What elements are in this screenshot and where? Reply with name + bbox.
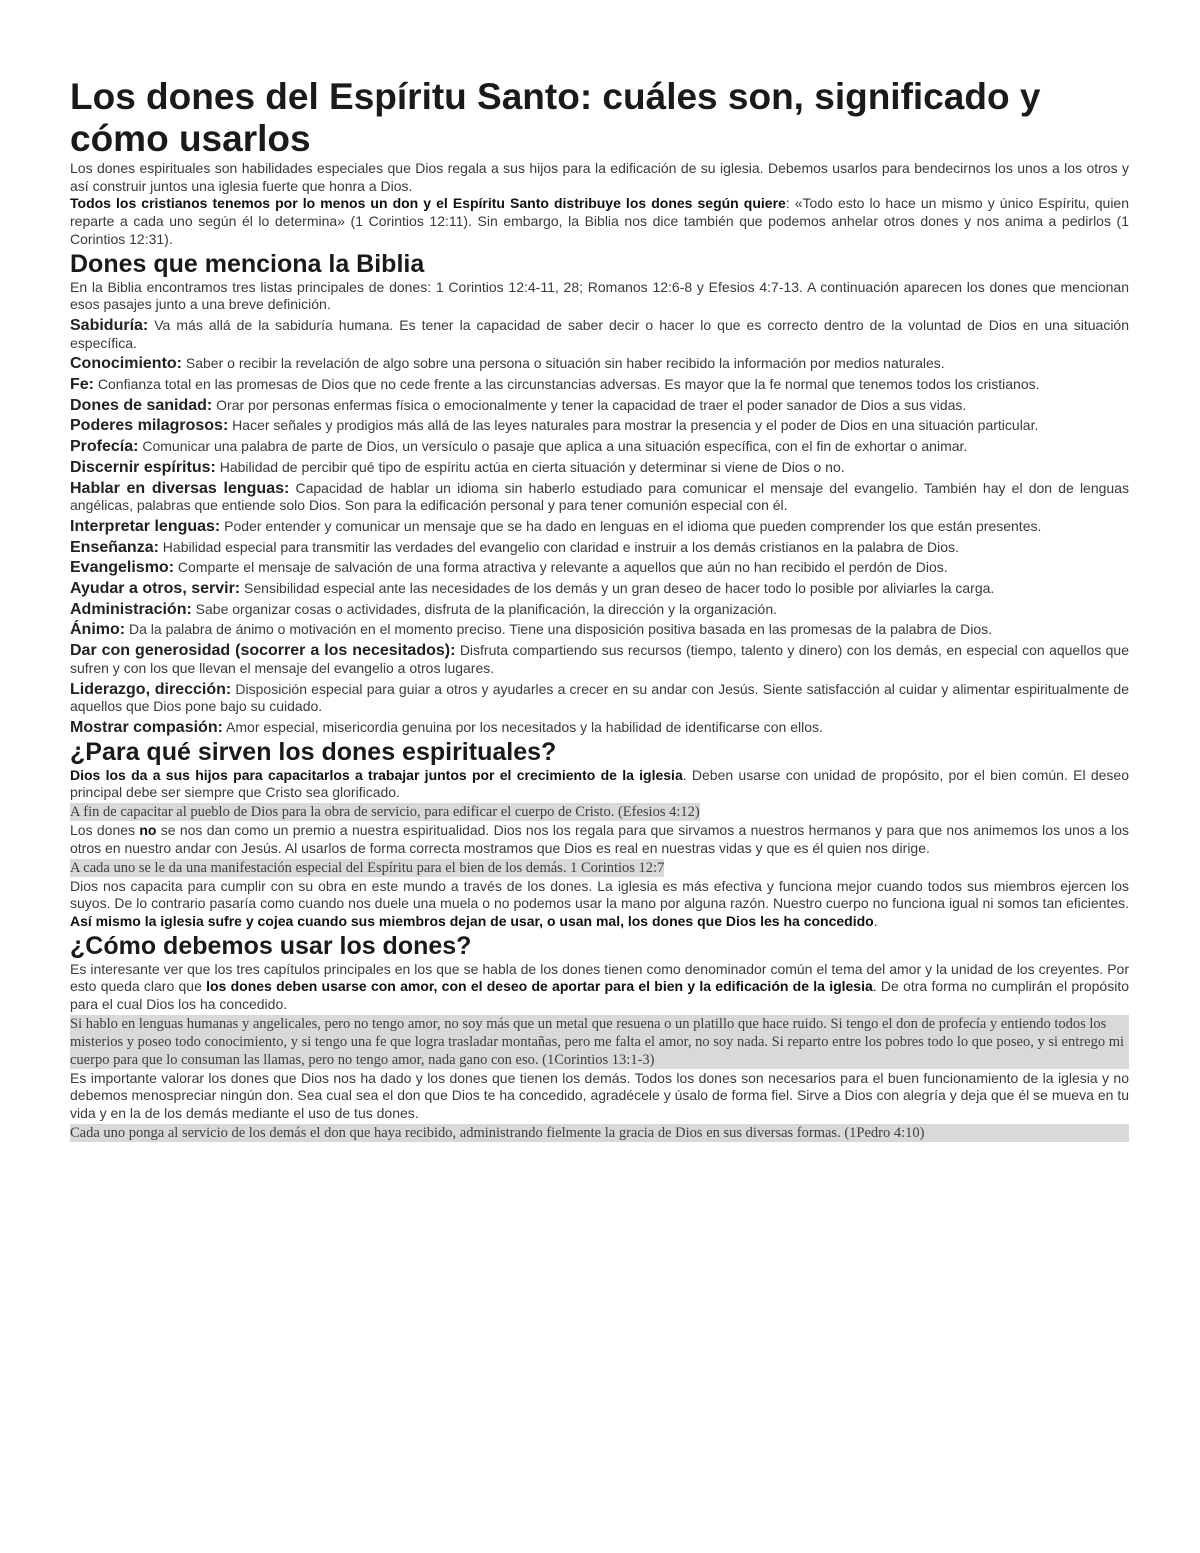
gift-name: Liderazgo, dirección: <box>70 680 232 698</box>
como-usar-paragraph-2: Es importante valorar los dones que Dios nos ha dado y los dones que tienen los demás. Todos los dones son necesarios para el buen funcionamiento de la iglesia y no debemos menospreciar ningún don. Sea cual sea el don que Dios te ha concedido, agradécele y úsalo de forma fiel. Sirve a Dios con alegría y deja que él se mueva en tu vida y en la de los demás mediante el uso de tus dones. <box>70 1069 1129 1122</box>
gift-name: Profecía: <box>70 438 139 456</box>
gift-name: Poderes milagrosos: <box>70 417 229 435</box>
gift-item <box>70 459 1129 477</box>
section-heading-como-usar: ¿Cómo debemos usar los dones? <box>70 931 472 960</box>
gift-description: Disposición especial para guiar a otros y ayudarles a crecer en su andar con Jesús. Siente satisfacción al cuidar y alimentar espiritualmente de aquellos que Dios pone bajo su cuidado. <box>70 680 1129 715</box>
gift-name: Discernir espíritus: <box>70 458 216 476</box>
para-que-text: . Deben usarse con unidad de propósito, por el bien común. El deseo principal debe ser siempre que Cristo sea glorificado. <box>70 766 1129 801</box>
como-usar-text: Es interesante ver que los tres capítulos principales en los que se habla de los dones tienen como denominador común el tema del amor y la unidad de los creyentes. Por esto queda claro que <box>70 960 1129 995</box>
gift-name: Mostrar compasión: <box>70 718 223 736</box>
intro-bold-text: Todos los cristianos tenemos por lo menos un don y el Espíritu Santo distribuye los dones según quiere <box>70 195 786 212</box>
gift-description: Capacidad de hablar un idioma sin haberlo estudiado para comunicar el mensaje del evangelio. También hay el don de lenguas angélicas, palabras que entiende solo Dios. Son para la edificación personal y para tener comunión especial con él. <box>70 479 1129 514</box>
gift-item <box>70 438 1129 456</box>
para-que-bold-text: Dios los da a sus hijos para capacitarlos a trabajar juntos por el crecimiento de la iglesia <box>70 766 683 783</box>
bible-quote-pedro: Cada uno ponga al servicio de los demás el don que haya recibido, administrando fielmente la gracia de Dios en sus diversas formas. (1Pedro 4:10) <box>70 1124 1129 1142</box>
gift-list <box>70 317 1129 737</box>
gift-name: Fe: <box>70 376 94 394</box>
gift-description: Confianza total en las promesas de Dios que no cede frente a las circunstancias adversas. Es mayor que la fe normal que tenemos todos los cristianos. <box>94 376 1040 393</box>
gift-name: Ánimo: <box>70 621 126 639</box>
gift-name: Enseñanza: <box>70 538 159 556</box>
gift-item <box>70 417 1129 435</box>
bible-quote-efesios: A fin de capacitar al pueblo de Dios para la obra de servicio, para edificar el cuerpo de Cristo. (Efesios 4:12) <box>70 804 700 821</box>
gift-item <box>70 681 1129 716</box>
como-usar-text: . De otra forma no cumplirán el propósito para el cual Dios los ha concedido. <box>70 978 1129 1013</box>
quote-row <box>70 858 1129 878</box>
gift-item <box>70 642 1129 677</box>
document-page <box>70 70 1129 1143</box>
gift-name: Conocimiento: <box>70 355 182 373</box>
quote-row <box>70 802 1129 822</box>
para-que-bold-text: Así mismo la iglesia sufre y cojea cuando sus miembros dejan de usar, o usan mal, los dones que Dios les ha concedido <box>70 912 874 929</box>
gift-item <box>70 580 1129 598</box>
gift-description: Poder entender y comunicar un mensaje que se ha dado en lenguas en el idioma que pueden comprender los que están presentes. <box>220 517 1042 534</box>
gift-description: Habilidad especial para transmitir las verdades del evangelio con claridad e instruir a los demás cristianos en la palabra de Dios. <box>158 538 959 555</box>
gift-name: Interpretar lenguas: <box>70 517 221 535</box>
gift-name: Hablar en diversas lenguas: <box>70 479 290 497</box>
para-que-text: . <box>873 912 878 929</box>
gift-description: Sensibilidad especial ante las necesidades de los demás y un gran deseo de hacer todo lo posible por aliviarles la carga. <box>240 580 995 597</box>
gift-item <box>70 539 1129 557</box>
para-que-paragraph-2 <box>70 822 1129 857</box>
gift-item <box>70 559 1129 577</box>
para-que-bold-text: no <box>139 822 157 839</box>
gift-description: Va más allá de la sabiduría humana. Es tener la capacidad de saber decir o hacer lo que es correcto dentro de la voluntad de Dios en una situación específica. <box>70 316 1129 351</box>
gift-item <box>70 376 1129 394</box>
gift-item <box>70 355 1129 373</box>
para-que-text: se nos dan como un premio a nuestra espiritualidad. Dios nos los regala para que sirvamos a nuestros hermanos y para que nos animemos los unos a los otros en nuestro andar con Jesús. Al usarlos de forma correcta mostramos que Dios es real en nuestras vidas y que es él quien nos dirige. <box>70 822 1130 856</box>
section-heading-para-que: ¿Para qué sirven los dones espirituales? <box>70 737 557 766</box>
gift-description: Da la palabra de ánimo o motivación en el momento preciso. Tiene una disposición positiva basada en las promesas de la palabra de Dios. <box>125 621 993 638</box>
gift-name: Evangelismo: <box>70 559 175 577</box>
gift-item <box>70 518 1129 536</box>
gift-item <box>70 621 1129 639</box>
gift-name: Dones de sanidad: <box>70 396 213 414</box>
para-que-paragraph-1 <box>70 767 1129 802</box>
gift-description: Habilidad de percibir qué tipo de espíritu actúa en cierta situación y determinar si viene de Dios o no. <box>215 458 845 475</box>
page-title: Los dones del Espíritu Santo: cuáles son, significado y cómo usarlos <box>70 76 1041 159</box>
para-que-text: Los dones <box>70 822 140 839</box>
para-que-paragraph-3 <box>70 878 1129 931</box>
gift-description: Amor especial, misericordia genuina por los necesitados y la habilidad de identificarse con ellos. <box>222 718 823 735</box>
gift-item <box>70 317 1129 352</box>
gift-item <box>70 719 1129 737</box>
gift-name: Ayudar a otros, servir: <box>70 580 241 598</box>
gift-description: Disfruta compartiendo sus recursos (tiempo, talento y dinero) con los demás, en especial con aquellos que sufren y con los que llevan el mensaje del evangelio a otros lugares. <box>70 642 1129 676</box>
gift-description: Saber o recibir la revelación de algo sobre una persona o situación sin haber recibido la información por medios naturales. <box>182 355 945 372</box>
bible-quote-corintios-12: A cada uno se le da una manifestación especial del Espíritu para el bien de los demás. 1 Corintios 12:7 <box>70 859 665 876</box>
gift-description: Orar por personas enfermas física o emocionalmente y tener la capacidad de traer el poder sanador de Dios a sus vidas. <box>212 396 967 413</box>
gift-name: Administración: <box>70 600 192 618</box>
section-heading-dones: Dones que menciona la Biblia <box>70 249 425 278</box>
gift-description: Hacer señales y prodigios más allá de las leyes naturales para mostrar la presencia y el poder de Dios en una situación particular. <box>228 417 1039 434</box>
gift-name: Sabiduría: <box>70 316 149 334</box>
gift-item <box>70 480 1129 515</box>
gift-description: Comparte el mensaje de salvación de una forma atractiva y relevante a aquellos que aún no han recibido el perdón de Dios. <box>174 559 948 576</box>
gift-name: Dar con generosidad (socorrer a los necesitados): <box>70 642 456 660</box>
gift-description: Comunicar una palabra de parte de Dios, un versículo o pasaje que aplica a una situación específica, con el fin de exhortar o animar. <box>138 438 968 455</box>
gift-description: Sabe organizar cosas o actividades, disfruta de la planificación, la dirección y la organización. <box>191 600 778 617</box>
bible-quote-corintios-13: Si hablo en lenguas humanas y angelicales, pero no tengo amor, no soy más que un metal que resuena o un platillo que hace ruido. Si tengo el don de profecía y entiendo todos los misterios y poseo todo conocimiento, y si tengo una fe que logra trasladar montañas, pero me falta el amor, no soy nada. Si reparto entre los pobres todo lo que poseo, y si entrego mi cuerpo para que lo consuman las llamas, pero no tengo amor, nada gano con eso. (1Corintios 13:1-3) <box>70 1015 1129 1069</box>
como-usar-paragraph-1 <box>70 961 1129 1014</box>
gift-item <box>70 601 1129 619</box>
para-que-text: Dios nos capacita para cumplir con su obra en este mundo a través de los dones. La iglesia es más efectiva y funciona mejor cuando todos sus miembros ejercen los suyos. De lo contrario pasaría como cuando nos duele una muela o no podemos usar la mano por alguna razón. Nuestro cuerpo no funciona igual ni somos tan eficientes. <box>70 877 1129 912</box>
como-usar-bold-text: los dones deben usarse con amor, con el deseo de aportar para el bien y la edificación de la iglesia <box>206 978 873 995</box>
dones-intro-paragraph: En la Biblia encontramos tres listas principales de dones: 1 Corintios 12:4-11, 28; Romanos 12:6-8 y Efesios 4:7-13. A continuación aparecen los dones que mencionan esos pasajes junto a una breve definición. <box>70 278 1129 313</box>
intro-paragraph-1: Los dones espirituales son habilidades especiales que Dios regala a sus hijos para la edificación de su iglesia. Debemos usarlos para bendecirnos los unos a los otros y así construir juntos una iglesia fuerte que honra a Dios. <box>70 160 1129 194</box>
gift-item <box>70 397 1129 415</box>
intro-text: : «Todo esto lo hace un mismo y único Espíritu, quien reparte a cada uno según él lo determina» (1 Corintios 12:11). Sin embargo, la Biblia nos dice también que podemos anhelar otros dones y nos anima a pedirlos (1 Corintios 12:31). <box>70 195 1130 247</box>
intro-paragraph-2 <box>70 195 1129 248</box>
